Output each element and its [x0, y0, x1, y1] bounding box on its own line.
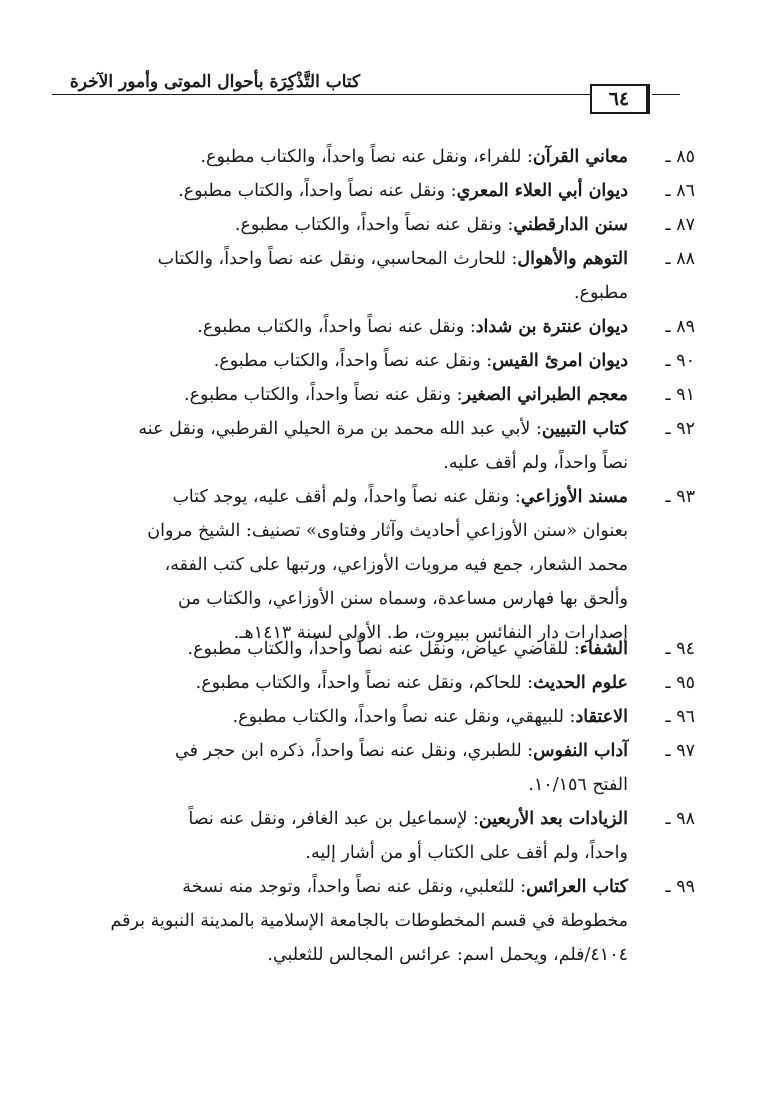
entry-text	[4, 412, 628, 480]
entry-text	[4, 802, 628, 870]
entry-text	[4, 666, 628, 700]
entry-line	[4, 700, 628, 734]
entry-title: ديوان أبي العلاء المعري	[456, 181, 628, 201]
entry-text	[4, 242, 628, 310]
entry-number: ٩٠ ـ	[665, 351, 695, 371]
entry-title: الاعتقاد	[575, 707, 628, 727]
entry-text	[4, 208, 628, 242]
entry-line	[4, 480, 628, 514]
entry-title: معجم الطبراني الصغير	[462, 385, 628, 405]
entry-description: : للحاكم، ونقل عنه نصاً واحداً، والكتاب مطبوع.	[195, 673, 534, 693]
entry-text	[4, 734, 628, 802]
entry-line	[4, 412, 628, 446]
entry-title: سنن الدارقطني	[513, 215, 628, 235]
entry-number: ٨٥ ـ	[665, 147, 695, 167]
entry-line	[4, 666, 628, 700]
entry-number: ٨٦ ـ	[665, 181, 695, 201]
entry-line	[4, 208, 628, 242]
entry-title: كتاب التبيين	[541, 419, 628, 439]
entry-text	[4, 310, 628, 344]
entry-title: الزيادات بعد الأربعين	[478, 809, 628, 829]
entry-continuation: الفتح ١٠/١٥٦.	[528, 775, 628, 795]
entry-description: : ونقل عنه نصاً واحداً، والكتاب مطبوع.	[213, 351, 493, 371]
entry-number: ٨٧ ـ	[665, 215, 695, 235]
entry-continuation: بعنوان «سنن الأوزاعي أحاديث وآثار وفتاوى» تصنيف: الشيخ مروان	[147, 521, 628, 541]
entry-number: ٩١ ـ	[665, 385, 695, 405]
entry-number: ٨٩ ـ	[665, 317, 695, 337]
header-rule-right	[652, 94, 680, 95]
entry-line	[4, 734, 628, 768]
entry-continuation: محمد الشعار، جمع فيه مرويات الأوزاعي، ورتبها على كتب الفقه،	[164, 555, 628, 575]
entry-description: : ونقل عنه نصاً واحداً، والكتاب مطبوع.	[197, 317, 476, 337]
entry-line	[4, 140, 628, 174]
entry-text	[4, 700, 628, 734]
entry-title: معاني القرآن	[532, 147, 628, 167]
entry-line	[4, 174, 628, 208]
entry-number: ٩٢ ـ	[665, 419, 695, 439]
entry-text	[4, 632, 628, 666]
entry-title: ديوان امرئ القيس	[492, 351, 628, 371]
entry-text	[4, 378, 628, 412]
entry-title: مسند الأوزاعي	[520, 487, 628, 507]
entry-description: : للثعلبي، ونقل عنه نصاً واحداً، وتوجد منه نسخة	[182, 877, 527, 897]
page-number: ٦٤	[590, 84, 650, 114]
entry-line	[4, 242, 628, 276]
entry-line	[4, 802, 628, 836]
entry-line	[4, 870, 628, 904]
entry-number: ٩٧ ـ	[665, 741, 695, 761]
entry-description: : للفراء، ونقل عنه نصاً واحداً، والكتاب مطبوع.	[200, 147, 533, 167]
entry-number: ٩٦ ـ	[665, 707, 695, 727]
entry-description: : للبيهقي، ونقل عنه نصاً واحداً، والكتاب مطبوع.	[232, 707, 576, 727]
entry-number: ٩٨ ـ	[665, 809, 695, 829]
entry-line	[4, 632, 628, 666]
entry-text	[4, 870, 628, 972]
entry-description: : للقاضي عياض، ونقل عنه نصاً واحداً، والكتاب مطبوع.	[187, 639, 580, 659]
entry-description: : ونقل عنه نصاً واحداً، والكتاب مطبوع.	[184, 385, 463, 405]
entry-description: : لإسماعيل بن عبد الغافر، ونقل عنه نصاً	[188, 809, 479, 829]
entry-text	[4, 480, 628, 650]
entry-description: : ونقل عنه نصاً واحداً، ولم أقف عليه، يوجد كتاب	[172, 487, 521, 507]
entry-number: ٩٥ ـ	[665, 673, 695, 693]
entry-continuation: وألحق بها فهارس مساعدة، وسماه سنن الأوزاعي، والكتاب من	[177, 589, 628, 609]
header-rule	[52, 94, 590, 95]
entry-line	[4, 344, 628, 378]
entry-description: : للحارث المحاسبي، ونقل عنه نصاً واحداً، والكتاب	[157, 249, 518, 269]
entry-text	[4, 344, 628, 378]
entry-continuation: واحداً، ولم أقف على الكتاب أو من أشار إليه.	[305, 843, 628, 863]
entry-title: كتاب العرائس	[526, 877, 628, 897]
entry-description: : ونقل عنه نصاً واحداً، والكتاب مطبوع.	[178, 181, 457, 201]
entry-number: ٩٣ ـ	[665, 487, 695, 507]
entry-description: : لأبي عبد الله محمد بن مرة الحيلي القرطبي، ونقل عنه	[138, 419, 542, 439]
entry-title: التوهم والأهوال	[517, 249, 628, 269]
entry-title: آداب النفوس	[533, 741, 628, 761]
entry-title: ديوان عنترة بن شداد	[475, 317, 628, 337]
entry-title: علوم الحديث	[533, 673, 628, 693]
entry-continuation: نصاً واحداً، ولم أقف عليه.	[443, 453, 628, 473]
entry-continuation: مطبوع.	[573, 283, 628, 303]
entry-title: الشفاء	[579, 639, 628, 659]
entry-continuation: إصدارات دار النفائس ببيروت، ط. الأولى لسنة ١٤١٣هـ.	[233, 623, 628, 643]
entry-number: ٩٤ ـ	[665, 639, 695, 659]
entry-description: : ونقل عنه نصاً واحداً، والكتاب مطبوع.	[234, 215, 514, 235]
running-title: كتاب التَّذْكِرَة بأحوال الموتى وأمور الآخرة	[69, 72, 361, 92]
entry-line	[4, 378, 628, 412]
entry-text	[4, 174, 628, 208]
entry-number: ٨٨ ـ	[665, 249, 695, 269]
entry-text	[4, 140, 628, 174]
entry-continuation: ٤١٠٤/فلم، ويحمل اسم: عرائس المجالس للثعلبي.	[267, 945, 628, 965]
entry-description: : للطبري، ونقل عنه نصاً واحداً، ذكره ابن حجر في	[174, 741, 534, 761]
entry-number: ٩٩ ـ	[665, 877, 695, 897]
entry-continuation: مخطوطة في قسم المخطوطات بالجامعة الإسلامية بالمدينة النبوية برقم	[110, 911, 628, 931]
entry-line	[4, 310, 628, 344]
